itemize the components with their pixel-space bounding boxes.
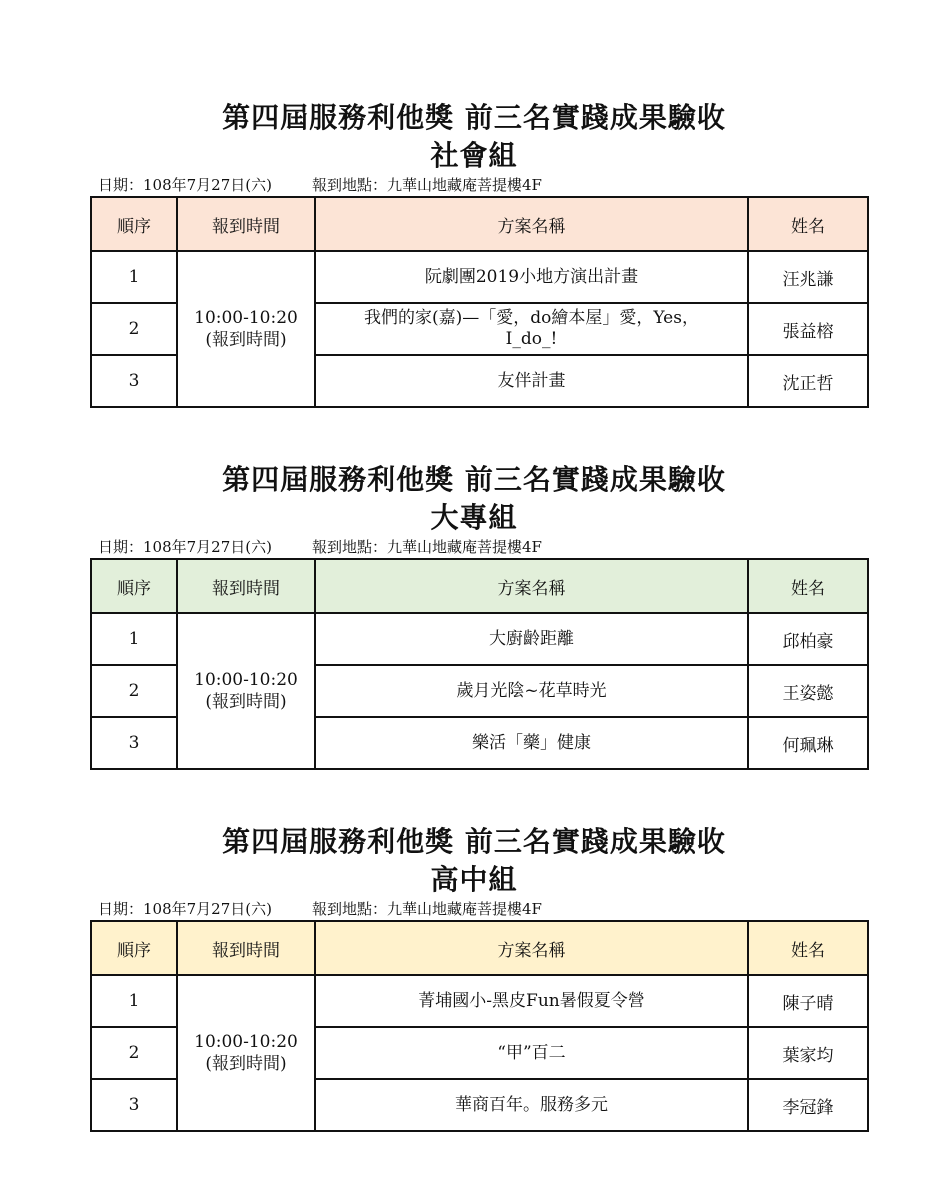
cell-name: 李冠鋒: [748, 1079, 868, 1131]
time-range: 10:00-10:20: [194, 308, 298, 328]
table-header-row: [91, 559, 868, 613]
cell-project: 大廚齡距離: [315, 613, 748, 665]
header-name: 姓名: [748, 559, 868, 613]
cell-project: 阮劇團2019小地方演出計畫: [315, 251, 748, 303]
cell-seq: 2: [91, 1027, 177, 1079]
date-text: 日期：108年7月27日(六): [98, 900, 272, 918]
cell-project: 友伴計畫: [315, 355, 748, 407]
header-seq: 順序: [91, 921, 177, 975]
table-row: [91, 251, 868, 303]
time-note: (報到時間): [205, 1054, 287, 1074]
section-meta: [98, 176, 542, 194]
cell-name: 汪兆謙: [748, 251, 868, 303]
header-time: 報到時間: [177, 197, 315, 251]
cell-seq: 2: [91, 303, 177, 355]
table-header-row: [91, 921, 868, 975]
table-header-row: [91, 197, 868, 251]
section-meta: [98, 538, 542, 556]
header-seq: 順序: [91, 197, 177, 251]
location-text: 報到地點：九華山地藏庵菩提樓4F: [311, 176, 542, 194]
cell-project: 樂活「藥」健康: [315, 717, 748, 769]
schedule-table: [90, 196, 869, 408]
section-meta: [98, 900, 542, 918]
cell-time: [177, 613, 315, 769]
header-name: 姓名: [748, 921, 868, 975]
cell-seq: 1: [91, 251, 177, 303]
time-range: 10:00-10:20: [194, 670, 298, 690]
header-project: 方案名稱: [315, 197, 748, 251]
cell-seq: 3: [91, 717, 177, 769]
header-time: 報到時間: [177, 921, 315, 975]
location-text: 報到地點：九華山地藏庵菩提樓4F: [311, 900, 542, 918]
cell-seq: 1: [91, 613, 177, 665]
cell-seq: 3: [91, 1079, 177, 1131]
section-title: 第四屆服務利他獎 前三名實踐成果驗收: [222, 825, 726, 858]
section-title: 第四屆服務利他獎 前三名實踐成果驗收: [222, 463, 726, 496]
cell-project: 華商百年。服務多元: [315, 1079, 748, 1131]
cell-name: 沈正哲: [748, 355, 868, 407]
schedule-table: [90, 920, 869, 1132]
date-text: 日期：108年7月27日(六): [98, 538, 272, 556]
cell-seq: 2: [91, 665, 177, 717]
section-group: 大專組: [430, 501, 518, 534]
cell-seq: 3: [91, 355, 177, 407]
table-row: [91, 613, 868, 665]
cell-time: [177, 975, 315, 1131]
cell-name: 陳子晴: [748, 975, 868, 1027]
header-project: 方案名稱: [315, 921, 748, 975]
date-text: 日期：108年7月27日(六): [98, 176, 272, 194]
cell-project: 我們的家(嘉)—「愛，do繪本屋」愛，Yes，I_do_!: [315, 303, 748, 355]
cell-project: 歲月光陰~花草時光: [315, 665, 748, 717]
schedule-table: [90, 558, 869, 770]
section-title: 第四屆服務利他獎 前三名實踐成果驗收: [222, 101, 726, 134]
cell-name: 葉家均: [748, 1027, 868, 1079]
header-time: 報到時間: [177, 559, 315, 613]
table-row: [91, 975, 868, 1027]
cell-name: 邱柏豪: [748, 613, 868, 665]
time-note: (報到時間): [205, 330, 287, 350]
time-range: 10:00-10:20: [194, 1032, 298, 1052]
cell-project: “甲”百二: [315, 1027, 748, 1079]
header-name: 姓名: [748, 197, 868, 251]
cell-name: 何珮琳: [748, 717, 868, 769]
section-group: 高中組: [430, 863, 518, 896]
time-note: (報到時間): [205, 692, 287, 712]
header-project: 方案名稱: [315, 559, 748, 613]
location-text: 報到地點：九華山地藏庵菩提樓4F: [311, 538, 542, 556]
cell-seq: 1: [91, 975, 177, 1027]
header-seq: 順序: [91, 559, 177, 613]
cell-time: [177, 251, 315, 407]
cell-name: 王姿懿: [748, 665, 868, 717]
cell-name: 張益榕: [748, 303, 868, 355]
cell-project: 菁埔國小-黑皮Fun暑假夏令營: [315, 975, 748, 1027]
section-group: 社會組: [430, 139, 518, 172]
